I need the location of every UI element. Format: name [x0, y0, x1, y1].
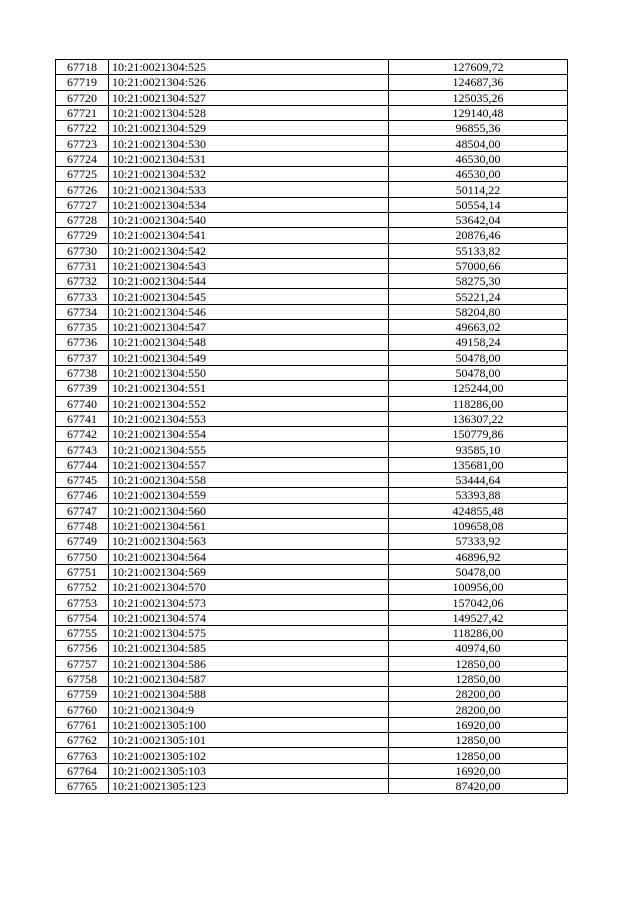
row-number-cell: 67744	[56, 457, 109, 472]
row-number-cell: 67725	[56, 167, 109, 182]
table-row	[56, 182, 568, 197]
amount-cell: 55221,24	[389, 289, 568, 304]
row-number-cell: 67739	[56, 381, 109, 396]
table-row	[56, 121, 568, 136]
amount-cell: 16920,00	[389, 717, 568, 732]
table-row	[56, 350, 568, 365]
table-row	[56, 365, 568, 380]
table-row	[56, 243, 568, 258]
table-row	[56, 457, 568, 472]
amount-cell: 50478,00	[389, 365, 568, 380]
row-number-cell: 67748	[56, 518, 109, 533]
cadastral-code-cell: 10:21:0021304:573	[109, 595, 389, 610]
amount-cell: 125244,00	[389, 381, 568, 396]
table-row	[56, 427, 568, 442]
table-row	[56, 610, 568, 625]
cadastral-code-cell: 10:21:0021305:123	[109, 778, 389, 793]
row-number-cell: 67718	[56, 60, 109, 75]
cadastral-code-cell: 10:21:0021304:533	[109, 182, 389, 197]
cadastral-code-cell: 10:21:0021304:569	[109, 564, 389, 579]
amount-cell: 53393,88	[389, 488, 568, 503]
row-number-cell: 67764	[56, 763, 109, 778]
cadastral-code-cell: 10:21:0021304:554	[109, 427, 389, 442]
row-number-cell: 67762	[56, 733, 109, 748]
amount-cell: 149527,42	[389, 610, 568, 625]
table-row	[56, 396, 568, 411]
amount-cell: 40974,60	[389, 641, 568, 656]
table-row	[56, 90, 568, 105]
cadastral-code-cell: 10:21:0021304:555	[109, 442, 389, 457]
amount-cell: 49663,02	[389, 320, 568, 335]
cadastral-code-cell: 10:21:0021304:528	[109, 105, 389, 120]
row-number-cell: 67733	[56, 289, 109, 304]
row-number-cell: 67760	[56, 702, 109, 717]
row-number-cell: 67719	[56, 75, 109, 90]
row-number-cell: 67723	[56, 136, 109, 151]
row-number-cell: 67722	[56, 121, 109, 136]
row-number-cell: 67756	[56, 641, 109, 656]
row-number-cell: 67738	[56, 365, 109, 380]
amount-cell: 118286,00	[389, 396, 568, 411]
table-row	[56, 717, 568, 732]
cadastral-code-cell: 10:21:0021304:527	[109, 90, 389, 105]
amount-cell: 150779,86	[389, 427, 568, 442]
cadastral-code-cell: 10:21:0021304:553	[109, 411, 389, 426]
table-row	[56, 289, 568, 304]
cadastral-code-cell: 10:21:0021304:588	[109, 687, 389, 702]
row-number-cell: 67758	[56, 671, 109, 686]
cadastral-code-cell: 10:21:0021304:9	[109, 702, 389, 717]
amount-cell: 12850,00	[389, 671, 568, 686]
row-number-cell: 67726	[56, 182, 109, 197]
cadastral-code-cell: 10:21:0021304:526	[109, 75, 389, 90]
row-number-cell: 67751	[56, 564, 109, 579]
amount-cell: 129140,48	[389, 105, 568, 120]
amount-cell: 49158,24	[389, 335, 568, 350]
table-row	[56, 702, 568, 717]
row-number-cell: 67745	[56, 473, 109, 488]
cadastral-code-cell: 10:21:0021304:551	[109, 381, 389, 396]
table-row	[56, 258, 568, 273]
amount-cell: 50114,22	[389, 182, 568, 197]
table-row	[56, 625, 568, 640]
table-row	[56, 473, 568, 488]
table-row	[56, 488, 568, 503]
cadastral-code-cell: 10:21:0021304:586	[109, 656, 389, 671]
table-row	[56, 733, 568, 748]
table-row	[56, 75, 568, 90]
table-row	[56, 687, 568, 702]
amount-cell: 53444,64	[389, 473, 568, 488]
amount-cell: 109658,08	[389, 518, 568, 533]
row-number-cell: 67721	[56, 105, 109, 120]
cadastral-code-cell: 10:21:0021304:561	[109, 518, 389, 533]
row-number-cell: 67743	[56, 442, 109, 457]
cadastral-code-cell: 10:21:0021304:532	[109, 167, 389, 182]
amount-cell: 136307,22	[389, 411, 568, 426]
table-row	[56, 136, 568, 151]
cadastral-code-cell: 10:21:0021304:560	[109, 503, 389, 518]
amount-cell: 46896,92	[389, 549, 568, 564]
cadastral-code-cell: 10:21:0021304:529	[109, 121, 389, 136]
amount-cell: 100956,00	[389, 580, 568, 595]
amount-cell: 48504,00	[389, 136, 568, 151]
table-row	[56, 518, 568, 533]
row-number-cell: 67728	[56, 212, 109, 227]
table-row	[56, 549, 568, 564]
row-number-cell: 67731	[56, 258, 109, 273]
amount-cell: 127609,72	[389, 60, 568, 75]
cadastral-code-cell: 10:21:0021304:541	[109, 228, 389, 243]
cadastral-code-cell: 10:21:0021305:101	[109, 733, 389, 748]
table-row	[56, 534, 568, 549]
row-number-cell: 67749	[56, 534, 109, 549]
table-row	[56, 580, 568, 595]
row-number-cell: 67754	[56, 610, 109, 625]
row-number-cell: 67735	[56, 320, 109, 335]
amount-cell: 12850,00	[389, 748, 568, 763]
cadastral-code-cell: 10:21:0021304:549	[109, 350, 389, 365]
row-number-cell: 67724	[56, 151, 109, 166]
amount-cell: 20876,46	[389, 228, 568, 243]
table-row	[56, 60, 568, 75]
table-row	[56, 274, 568, 289]
amount-cell: 135681,00	[389, 457, 568, 472]
cadastral-code-cell: 10:21:0021304:545	[109, 289, 389, 304]
row-number-cell: 67765	[56, 778, 109, 793]
cadastral-code-cell: 10:21:0021304:557	[109, 457, 389, 472]
cadastral-code-cell: 10:21:0021304:550	[109, 365, 389, 380]
amount-cell: 28200,00	[389, 687, 568, 702]
table-row	[56, 151, 568, 166]
cadastral-code-cell: 10:21:0021304:552	[109, 396, 389, 411]
amount-cell: 12850,00	[389, 733, 568, 748]
cadastral-code-cell: 10:21:0021304:548	[109, 335, 389, 350]
table-row	[56, 778, 568, 793]
amount-cell: 53642,04	[389, 212, 568, 227]
row-number-cell: 67753	[56, 595, 109, 610]
table-row	[56, 197, 568, 212]
row-number-cell: 67759	[56, 687, 109, 702]
cadastral-code-cell: 10:21:0021304:587	[109, 671, 389, 686]
row-number-cell: 67750	[56, 549, 109, 564]
row-number-cell: 67757	[56, 656, 109, 671]
cadastral-code-cell: 10:21:0021304:534	[109, 197, 389, 212]
row-number-cell: 67727	[56, 197, 109, 212]
row-number-cell: 67741	[56, 411, 109, 426]
amount-cell: 118286,00	[389, 625, 568, 640]
amount-cell: 58275,30	[389, 274, 568, 289]
cadastral-code-cell: 10:21:0021304:563	[109, 534, 389, 549]
amount-cell: 50554,14	[389, 197, 568, 212]
row-number-cell: 67763	[56, 748, 109, 763]
row-number-cell: 67720	[56, 90, 109, 105]
row-number-cell: 67740	[56, 396, 109, 411]
table-row	[56, 641, 568, 656]
cadastral-code-cell: 10:21:0021304:531	[109, 151, 389, 166]
row-number-cell: 67752	[56, 580, 109, 595]
cadastral-code-cell: 10:21:0021304:544	[109, 274, 389, 289]
amount-cell: 57000,66	[389, 258, 568, 273]
amount-cell: 55133,82	[389, 243, 568, 258]
table-row	[56, 595, 568, 610]
table-row	[56, 763, 568, 778]
amount-cell: 50478,00	[389, 564, 568, 579]
table-row	[56, 381, 568, 396]
cadastral-code-cell: 10:21:0021304:574	[109, 610, 389, 625]
table-row	[56, 105, 568, 120]
amount-cell: 93585,10	[389, 442, 568, 457]
amount-cell: 28200,00	[389, 702, 568, 717]
cadastral-code-cell: 10:21:0021304:585	[109, 641, 389, 656]
amount-cell: 125035,26	[389, 90, 568, 105]
table-row	[56, 212, 568, 227]
cadastral-code-cell: 10:21:0021305:103	[109, 763, 389, 778]
table-body	[56, 60, 568, 794]
row-number-cell: 67761	[56, 717, 109, 732]
cadastral-code-cell: 10:21:0021304:559	[109, 488, 389, 503]
amount-cell: 157042,06	[389, 595, 568, 610]
cadastral-code-cell: 10:21:0021304:564	[109, 549, 389, 564]
row-number-cell: 67732	[56, 274, 109, 289]
amount-cell: 96855,36	[389, 121, 568, 136]
cadastral-code-cell: 10:21:0021304:546	[109, 304, 389, 319]
row-number-cell: 67736	[56, 335, 109, 350]
table-row	[56, 748, 568, 763]
amount-cell: 87420,00	[389, 778, 568, 793]
table-row	[56, 442, 568, 457]
row-number-cell: 67734	[56, 304, 109, 319]
row-number-cell: 67742	[56, 427, 109, 442]
amount-cell: 424855,48	[389, 503, 568, 518]
table-row	[56, 228, 568, 243]
table-row	[56, 167, 568, 182]
cadastral-code-cell: 10:21:0021304:558	[109, 473, 389, 488]
cadastral-code-cell: 10:21:0021304:543	[109, 258, 389, 273]
cadastral-code-cell: 10:21:0021304:542	[109, 243, 389, 258]
data-table	[55, 59, 568, 794]
row-number-cell: 67730	[56, 243, 109, 258]
row-number-cell: 67737	[56, 350, 109, 365]
cadastral-code-cell: 10:21:0021305:102	[109, 748, 389, 763]
table-row	[56, 671, 568, 686]
table-row	[56, 320, 568, 335]
row-number-cell: 67755	[56, 625, 109, 640]
amount-cell: 50478,00	[389, 350, 568, 365]
amount-cell: 46530,00	[389, 151, 568, 166]
table-row	[56, 656, 568, 671]
amount-cell: 46530,00	[389, 167, 568, 182]
row-number-cell: 67746	[56, 488, 109, 503]
table-row	[56, 304, 568, 319]
cadastral-code-cell: 10:21:0021304:525	[109, 60, 389, 75]
row-number-cell: 67729	[56, 228, 109, 243]
cadastral-code-cell: 10:21:0021304:570	[109, 580, 389, 595]
table-row	[56, 411, 568, 426]
table-row	[56, 564, 568, 579]
table-row	[56, 335, 568, 350]
amount-cell: 124687,36	[389, 75, 568, 90]
cadastral-code-cell: 10:21:0021304:547	[109, 320, 389, 335]
amount-cell: 16920,00	[389, 763, 568, 778]
amount-cell: 12850,00	[389, 656, 568, 671]
amount-cell: 58204,80	[389, 304, 568, 319]
cadastral-code-cell: 10:21:0021304:575	[109, 625, 389, 640]
table-row	[56, 503, 568, 518]
row-number-cell: 67747	[56, 503, 109, 518]
cadastral-code-cell: 10:21:0021305:100	[109, 717, 389, 732]
cadastral-code-cell: 10:21:0021304:540	[109, 212, 389, 227]
amount-cell: 57333,92	[389, 534, 568, 549]
cadastral-code-cell: 10:21:0021304:530	[109, 136, 389, 151]
